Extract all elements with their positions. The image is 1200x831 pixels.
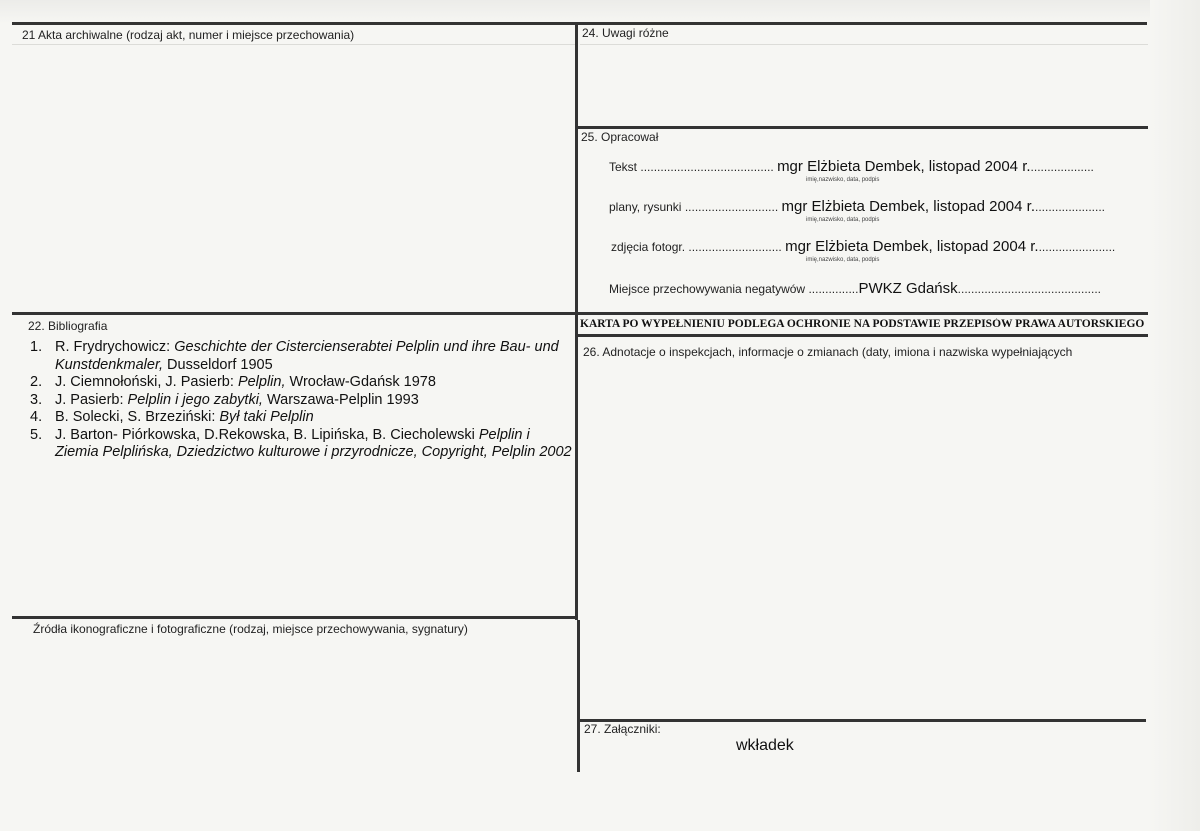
dot-leader: ............................ xyxy=(688,240,782,254)
signature-caption: imię,nazwisko, data, podpis xyxy=(806,177,880,183)
dot-leader: ........................................... xyxy=(957,282,1102,296)
dot-leader: ..................... xyxy=(1035,200,1106,214)
bibliography-part: Warszawa-Pelplin 1993 xyxy=(262,391,419,408)
bibliography-text xyxy=(55,427,575,462)
dot-leader: ............................ xyxy=(684,200,779,214)
bibliography-item xyxy=(30,374,575,392)
bibliography-part: R. Frydrychowicz: xyxy=(55,339,175,355)
bibliography-list xyxy=(30,339,575,462)
bibliography-number: 5. xyxy=(30,426,43,443)
scan-edge xyxy=(1150,0,1200,831)
bibliography-part: J. Barton- Piórkowska, D.Rekowska, B. Lipińska, B. Ciecholewski xyxy=(55,426,479,443)
bibliography-title: Geschichte der Cistercienserabtei Pelplin und ihre Bau- und Kunstdenkmaler, xyxy=(55,339,559,373)
bibliography-number: 1. xyxy=(30,339,43,355)
credit-row-value: PWKZ Gdańsk xyxy=(858,280,958,297)
field-24-label: 24. Uwagi różne xyxy=(582,26,669,40)
credit-row-value: mgr Elżbieta Dembek, listopad 2004 r. xyxy=(781,198,1035,215)
bibliography-text xyxy=(55,409,575,427)
credit-row-photos xyxy=(611,238,1115,255)
field-22-label: 22. Bibliografia xyxy=(28,319,108,333)
field-25-label: 25. Opracował xyxy=(581,130,659,144)
copyright-notice: KARTA PO WYPEŁNIENIU PODLEGA OCHRONIE NA PODSTAWIE PRZEPISÓW PRAWA AUTORSKIEGO xyxy=(580,318,1145,330)
bibliography-item xyxy=(30,392,575,410)
bibliography-item xyxy=(30,409,575,427)
bibliography-item xyxy=(30,339,575,374)
center-divider xyxy=(575,22,578,620)
divider-25-notice xyxy=(578,312,1148,315)
field-23-label: Źródła ikonograficzne i fotograficzne (rodzaj, miejsce przechowywania, sygnatury) xyxy=(33,622,468,636)
bibliography-number: 4. xyxy=(30,409,43,425)
dot-leader: ....................... xyxy=(1038,240,1116,254)
faint-rule xyxy=(580,44,1148,45)
credit-row-negatives xyxy=(609,280,1101,297)
scan-shade xyxy=(0,0,1200,24)
attachments-value: wkładek xyxy=(736,737,794,754)
field-21-label: 21 Akta archiwalne (rodzaj akt, numer i miejsce przechowania) xyxy=(22,28,355,42)
bibliography-item xyxy=(30,427,575,462)
credit-row-label: zdjęcia fotogr. xyxy=(611,240,686,254)
bibliography-text xyxy=(55,374,575,392)
credit-row-label: Tekst xyxy=(609,160,638,174)
dot-leader: ........................................ xyxy=(640,160,774,174)
bibliography-number: 3. xyxy=(30,391,43,408)
bibliography-title: Pelplin, xyxy=(237,374,286,390)
credit-row-label: plany, rysunki xyxy=(609,200,682,214)
divider-24-25 xyxy=(578,126,1148,129)
bibliography-title: Był taki Pelplin xyxy=(219,409,314,425)
bibliography-title: Pelplin i Ziemia Pelplińska, Dziedzictwo kulturowe i przyrodnicze, Copyright, Pelplin 2002 xyxy=(55,426,572,460)
credit-row-value: mgr Elżbieta Dembek, listopad 2004 r. xyxy=(777,158,1031,175)
divider-21-22 xyxy=(12,312,578,315)
divider-22-23 xyxy=(12,616,578,619)
dot-leader: ............... xyxy=(808,282,859,296)
signature-caption: imię,nazwisko, data, podpis xyxy=(806,217,880,223)
bibliography-number: 2. xyxy=(30,374,43,390)
signature-caption: imię,nazwisko, data, podpis xyxy=(806,257,880,263)
bibliography-text xyxy=(55,392,575,410)
center-divider-lower xyxy=(577,620,580,772)
top-rule xyxy=(12,22,1147,25)
bibliography-part: Dusseldorf 1905 xyxy=(163,356,273,373)
bibliography-part: Wrocław-Gdańsk 1978 xyxy=(285,374,436,390)
bibliography-part: B. Solecki, S. Brzeziński: xyxy=(55,409,220,425)
bibliography-text xyxy=(55,339,575,374)
divider-notice-26 xyxy=(578,334,1148,337)
field-26-label: 26. Adnotacje o inspekcjach, informacje o zmianach (daty, imiona i nazwiska wypełniających xyxy=(583,345,1073,359)
dot-leader: ................... xyxy=(1030,160,1094,174)
bibliography-title: Pelplin i jego zabytki, xyxy=(127,391,263,408)
bibliography-part: J. Ciemnołoński, J. Pasierb: xyxy=(55,374,238,390)
credit-row-label: Miejsce przechowywania negatywów xyxy=(609,282,806,296)
field-27-label: 27. Załączniki: xyxy=(584,722,661,736)
faint-rule xyxy=(12,44,575,45)
credit-row-value: mgr Elżbieta Dembek, listopad 2004 r. xyxy=(785,238,1039,255)
credit-row-text xyxy=(609,158,1094,175)
divider-26-27 xyxy=(580,719,1146,722)
bibliography-part: J. Pasierb: xyxy=(55,391,128,408)
credit-row-drawings xyxy=(609,198,1105,215)
